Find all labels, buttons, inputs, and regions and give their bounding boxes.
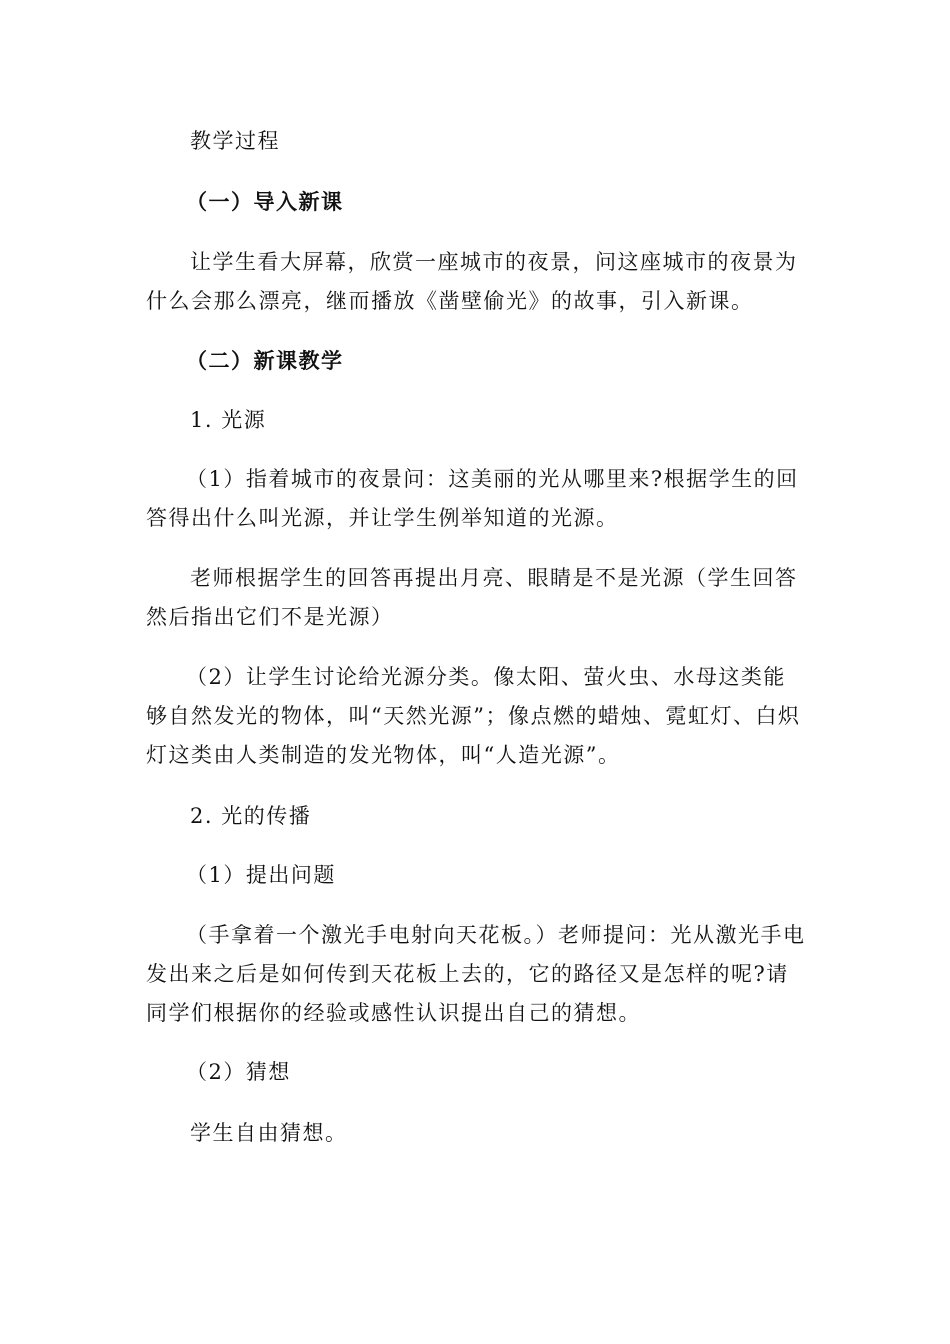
heading-light-source: 1. 光源 (190, 408, 267, 432)
paragraph-introduction: 让学生看大屏幕，欣赏一座城市的夜景，问这座城市的夜景为什么会那么漂亮，继而播放《凿壁偷光》的故事，引入新课。 (146, 250, 798, 313)
heading-light-propagation: 2. 光的传播 (190, 804, 312, 828)
paragraph-light-source-classification: （2）让学生讨论给光源分类。像太阳、萤火虫、水母这类能够自然发光的物体，叫“天然光源”；像点燃的蜡烛、霓虹灯、白炽灯这类由人类制造的发光物体，叫“人造光源”。 (146, 665, 801, 767)
heading-raise-question: （1）提出问题 (186, 863, 336, 887)
heading-introduction: （一）导入新课 (186, 189, 344, 214)
paragraph-students-guess: 学生自由猜想。 (190, 1121, 348, 1145)
heading-guess: （2）猜想 (186, 1060, 291, 1084)
paragraph-moon-eyes: 老师根据学生的回答再提出月亮、眼睛是不是光源（学生回答然后指出它们不是光源） (146, 566, 798, 629)
section-heading-teaching-process: 教学过程 (190, 129, 280, 153)
paragraph-light-source-question: （1）指着城市的夜景问：这美丽的光从哪里来?根据学生的回答得出什么叫光源，并让学生例举知道的光源。 (146, 467, 799, 530)
heading-new-lesson: （二）新课教学 (186, 348, 344, 373)
paragraph-laser-question: （手拿着一个激光手电射向天花板。）老师提问：光从激光手电发出来之后是如何传到天花板上去的，它的路径又是怎样的呢?请同学们根据你的经验或感性认识提出自己的猜想。 (146, 923, 806, 1025)
